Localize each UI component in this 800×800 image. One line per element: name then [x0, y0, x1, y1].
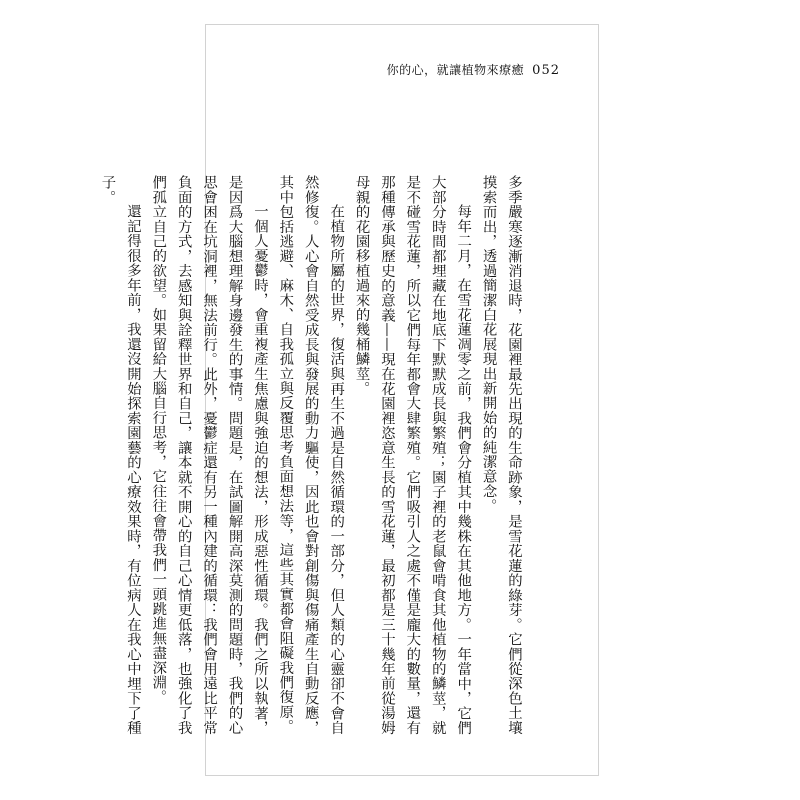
- running-title: 你的心，就讓植物來療癒: [386, 63, 525, 77]
- paragraph-5: 還記得很多年前，我還沒開始探索園藝的心療效果時，有位病人在我心中埋下了種子。: [99, 175, 141, 735]
- paragraph-4: 一個人憂鬱時，會重複產生焦慮與強迫的想法，形成惡性循環。我們之所以執著，是因爲大腦想理解身邊發生的事情。問題是，在試圖解開高深莫測的問題時，我們的心思會困在坑洞裡，無法前行。此外，憂鬱症還有另一種內建的循環：我們會用遠比平常負面的方式，去感知與詮釋世界和自己，讓本就不開心的自己心情更低落，也強化了我們孤立自己的欲望。如果留給大腦自行思考，它往往會帶我們一頭跳進無盡深淵。: [150, 175, 268, 735]
- running-header: [387, 61, 560, 78]
- paragraph-1: 多季嚴寒逐漸消退時，花園裡最先出現的生命跡象，是雪花蓮的綠芽。它們從深色土壤摸索而出，透過簡潔白花展現出新開始的純潔意念。: [480, 175, 522, 735]
- book-page: [99, 24, 599, 776]
- body-text: [94, 175, 526, 735]
- page-number: 052: [532, 63, 560, 78]
- paragraph-2: 每年二月，在雪花蓮凋零之前，我們會分植其中幾株在其他地方。一年當中，它們大部分時間都埋藏在地底下默默成長與繁殖；園子裡的老鼠會啃食其他植物的鱗莖，就是不碰雪花蓮，所以它們每年都會大肆繁殖。它們吸引人之處不僅是龐大的數量，還有那種傳承與歷史的意義——現在花園裡恣意生長的雪花蓮，最初都是三十幾年前從湯姆母親的花園移植過來的幾桶鱗莖。: [353, 175, 472, 735]
- paragraph-3: 在植物所屬的世界，復活與再生不過是自然循環的一部分，但人類的心靈卻不會自然修復。人心會自然受成長與發展的動力驅使，因此也會對創傷與傷痛產生自動反應，其中包括逃避、麻木、自我孤立與反覆思考負面想法等，這些其實都會阻礙我們復原。: [277, 175, 345, 735]
